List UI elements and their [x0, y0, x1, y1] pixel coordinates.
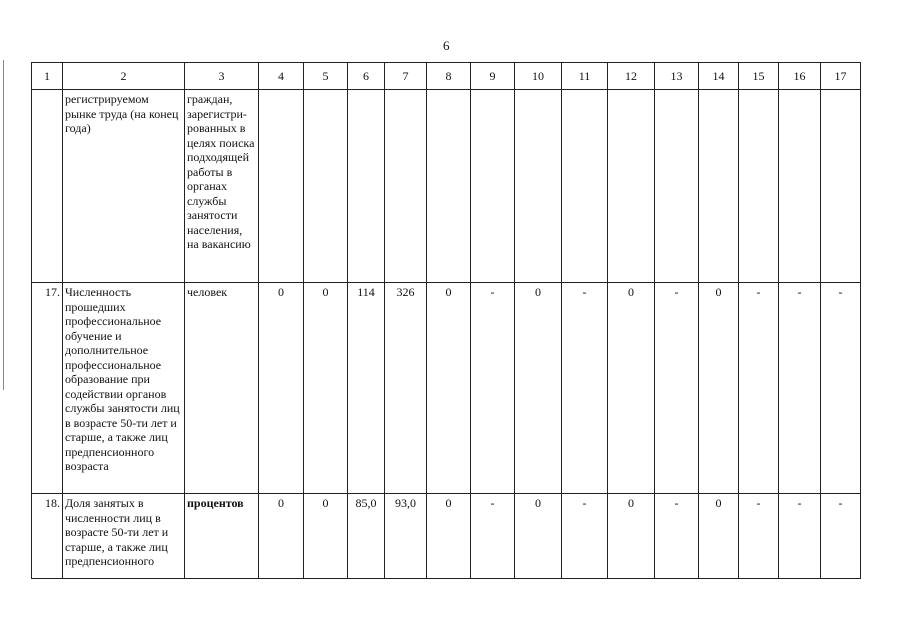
value-cell: - — [562, 283, 608, 494]
table-row — [32, 283, 861, 494]
value-cell: 0 — [304, 494, 348, 579]
value-cell — [385, 90, 427, 283]
column-header: 16 — [779, 63, 821, 90]
value-cell: 93,0 — [385, 494, 427, 579]
indicator-name: регистрируемом рынке труда (на конец года) — [63, 90, 185, 283]
value-cell — [739, 90, 779, 283]
value-cell: 85,0 — [348, 494, 385, 579]
value-cell: - — [655, 283, 699, 494]
value-cell: 326 — [385, 283, 427, 494]
value-cell: - — [779, 283, 821, 494]
value-cell — [348, 90, 385, 283]
unit-of-measure: граждан, зарегистри-рованных в целях поиска подходящей работы в органах службы занятости населения, на вакансию — [185, 90, 259, 283]
value-cell: 0 — [608, 494, 655, 579]
value-cell: - — [739, 494, 779, 579]
binding-edge-line — [3, 60, 4, 390]
value-cell — [515, 90, 562, 283]
value-cell — [655, 90, 699, 283]
unit-of-measure: процентов — [185, 494, 259, 579]
column-header: 6 — [348, 63, 385, 90]
value-cell — [608, 90, 655, 283]
value-cell — [304, 90, 348, 283]
value-cell: 0 — [427, 283, 471, 494]
value-cell — [259, 90, 304, 283]
unit-of-measure: человек — [185, 283, 259, 494]
column-header: 2 — [63, 63, 185, 90]
value-cell: 0 — [304, 283, 348, 494]
page-number: 6 — [443, 38, 450, 53]
value-cell: 0 — [515, 283, 562, 494]
value-cell — [699, 90, 739, 283]
column-header: 14 — [699, 63, 739, 90]
value-cell: 0 — [259, 283, 304, 494]
value-cell: 0 — [427, 494, 471, 579]
column-header: 1 — [32, 63, 63, 90]
value-cell: 0 — [699, 494, 739, 579]
value-cell — [427, 90, 471, 283]
column-header: 3 — [185, 63, 259, 90]
column-header: 4 — [259, 63, 304, 90]
column-number-header-row — [32, 63, 861, 90]
row-index — [32, 90, 63, 283]
value-cell — [471, 90, 515, 283]
indicator-name: Доля занятых в численности лиц в возрасте 50-ти лет и старше, а также лиц предпенсионного — [63, 494, 185, 579]
column-header: 15 — [739, 63, 779, 90]
value-cell: 0 — [608, 283, 655, 494]
column-header: 7 — [385, 63, 427, 90]
row-index: 17. — [32, 283, 63, 494]
value-cell — [779, 90, 821, 283]
column-header: 17 — [821, 63, 861, 90]
value-cell: - — [821, 283, 861, 494]
value-cell: 0 — [259, 494, 304, 579]
row-index: 18. — [32, 494, 63, 579]
table-row — [32, 90, 861, 283]
table-row — [32, 494, 861, 579]
column-header: 5 — [304, 63, 348, 90]
column-header: 11 — [562, 63, 608, 90]
value-cell: - — [562, 494, 608, 579]
value-cell: 114 — [348, 283, 385, 494]
column-header: 10 — [515, 63, 562, 90]
value-cell: - — [739, 283, 779, 494]
column-header: 8 — [427, 63, 471, 90]
value-cell — [821, 90, 861, 283]
value-cell: - — [471, 494, 515, 579]
column-header: 9 — [471, 63, 515, 90]
indicators-table — [31, 62, 861, 579]
value-cell: 0 — [699, 283, 739, 494]
value-cell: - — [779, 494, 821, 579]
value-cell: - — [471, 283, 515, 494]
value-cell: 0 — [515, 494, 562, 579]
column-header: 13 — [655, 63, 699, 90]
value-cell: - — [655, 494, 699, 579]
value-cell: - — [821, 494, 861, 579]
value-cell — [562, 90, 608, 283]
indicator-name: Численность прошедших профессиональное обучение и дополнительное профессиональное образование при содействии органов службы занятости лиц в возрасте 50-ти лет и старше, а также лиц предпенсионного возраста — [63, 283, 185, 494]
column-header: 12 — [608, 63, 655, 90]
